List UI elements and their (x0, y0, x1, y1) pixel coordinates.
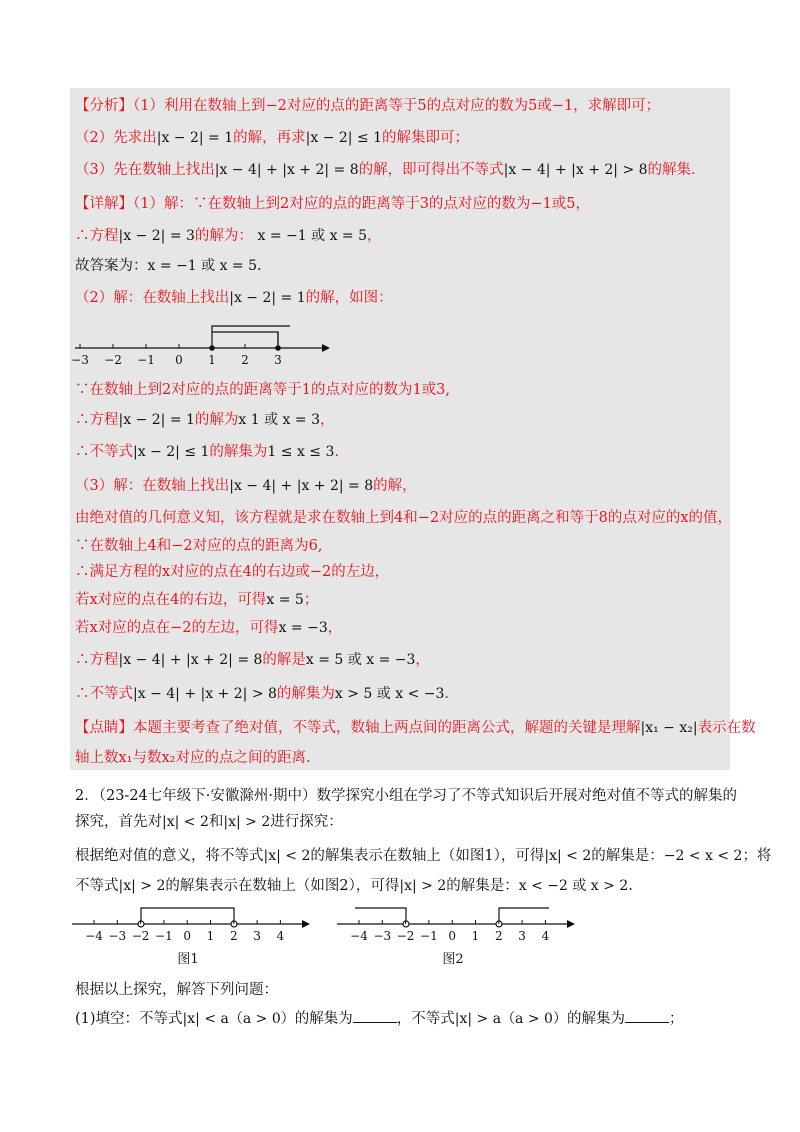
analysis-line-1: 【分析】（1）利用在数轴上到−2对应的点的距离等于5的点对应的数为5或−1，求解即可； (75, 98, 661, 114)
detail-line-15: ∴不等式|x − 4| + |x + 2| > 8的解集为x > 5 或 x < −3. (75, 686, 450, 702)
fig2-tick-label: −3 (373, 929, 392, 943)
figure-1 (70, 900, 320, 970)
detail-line-12: 若x对应的点在4的右边，可得x = 5； (75, 592, 319, 608)
detail-axis-tick-label: 3 (274, 353, 282, 367)
detail-line-1: 【详解】（1）解：∵在数轴上到2对应的点的距离等于3的点对应的数为−1或5， (75, 196, 591, 212)
question-line-5: 根据以上探究，解答下列问题： (75, 982, 278, 998)
detail-line-4: （2）解：在数轴上找出|x − 2| = 1的解，如图： (75, 290, 393, 306)
fig2-label: 图2 (442, 952, 464, 967)
axis-arrow (322, 344, 330, 352)
question-line-4: 不等式|x| > 2的解集表示在数轴上（如图2），可得|x| > 2的解集是：x < −2 或 x > 2. (75, 878, 633, 894)
question-line-3: 根据绝对值的意义，将不等式|x| < 2的解集表示在数轴上（如图1），可得|x| < 2的解集是：−2 < x < 2；将 (75, 848, 772, 864)
fig2-arrow (567, 920, 575, 928)
fig1-tick-label: −3 (108, 929, 127, 943)
detail-number-line (70, 318, 340, 370)
fig2-tick-label: −2 (396, 929, 415, 943)
analysis-line-3: （3）先在数轴上找出|x − 4| + |x + 2| = 8的解，即可得出不等式|x − 4| + |x + 2| > 8的解集. (75, 162, 696, 178)
fig1-tick-label: 0 (183, 929, 192, 943)
fig2-interval-right (499, 908, 549, 924)
detail-line-9: 由绝对值的几何意义知，该方程就是求在数轴上到4和−2对应的点的距离之和等于8的点对应的x的值， (75, 510, 732, 526)
figure-2 (335, 900, 585, 970)
fig1-tick-label: 4 (276, 929, 285, 943)
detail-axis-tick-label: 1 (208, 353, 216, 367)
detail-line-10: ∵在数轴上4和−2对应的点的距离为6, (75, 538, 323, 554)
analysis-line-2: （2）先求出|x − 2| = 1的解，再求|x − 2| ≤ 1的解集即可； (75, 130, 470, 146)
detail-line-7: ∴不等式|x − 2| ≤ 1的解集为1 ≤ x ≤ 3. (75, 444, 339, 460)
detail-line-5: ∵在数轴上到2对应的点的距离等于1的点对应的数为1或3, (75, 382, 451, 398)
question-line-1: 2．（23-24七年级下·安徽滁州·期中）数学探究小组在学习了不等式知识后开展对绝对值不等式的解集的 (75, 788, 737, 804)
answer-blank-1[interactable] (353, 1008, 397, 1023)
detail-line-14: ∴方程|x − 4| + |x + 2| = 8的解是x = 5 或 x = −3， (75, 652, 430, 668)
detail-line-3: 故答案为：x = −1 或 x = 5. (75, 258, 262, 274)
detail-axis-tick-label: −3 (71, 353, 89, 367)
fig1-tick-label: 1 (206, 929, 215, 943)
question-line-6: (1)填空：不等式|x| < a（a > 0）的解集为 ，不等式|x| > a（a > 0）的解集为 ； (75, 1008, 683, 1029)
fig1-tick-label: −2 (131, 929, 150, 943)
detail-axis-tick-label: 2 (241, 353, 249, 367)
comment-line-2: 轴上数x₁与数x₂对应的点之间的距离. (75, 750, 311, 766)
fig1-label: 图1 (177, 952, 199, 967)
fig2-tick-label: 2 (494, 929, 503, 943)
detail-axis-tick-label: 0 (175, 353, 183, 367)
fig1-tick-label: 3 (253, 929, 261, 943)
fig2-interval-left (355, 908, 406, 924)
detail-axis-tick-label: −1 (137, 353, 155, 367)
fig1-tick-label: 2 (229, 929, 238, 943)
fig2-tick-label: 1 (471, 929, 480, 943)
fig1-arrow (302, 920, 310, 928)
answer-blank-2[interactable] (625, 1008, 669, 1023)
detail-line-6: ∴方程|x − 2| = 1的解为x 1 或 x = 3， (75, 412, 335, 428)
comment-line-1: 【点睛】本题主要考查了绝对值，不等式，数轴上两点间的距离公式，解题的关键是理解|x₁ − x₂|表示在数 (75, 720, 756, 736)
detail-line-8: （3）解：在数轴上找出|x − 4| + |x + 2| = 8的解， (75, 478, 417, 494)
fig1-tick-label: −1 (155, 929, 173, 943)
detail-line-13: 若x对应的点在−2的左边，可得x = −3， (75, 620, 343, 636)
detail-line-11: ∴满足方程的x对应的点在4的右边或−2的左边， (75, 564, 390, 580)
fig2-tick-label: −4 (350, 929, 368, 943)
detail-line-2: ∴方程|x − 2| = 3的解为： x = −1 或 x = 5， (75, 228, 382, 244)
fig2-tick-label: −1 (420, 929, 438, 943)
fig2-tick-label: 4 (541, 929, 550, 943)
fig2-tick-label: 3 (518, 929, 526, 943)
question-line-2: 探究，首先对|x| < 2和|x| > 2进行探究： (75, 814, 343, 830)
fig2-tick-label: 0 (448, 929, 457, 943)
detail-axis-tick-label: −2 (104, 353, 122, 367)
fig1-tick-label: −4 (85, 929, 103, 943)
